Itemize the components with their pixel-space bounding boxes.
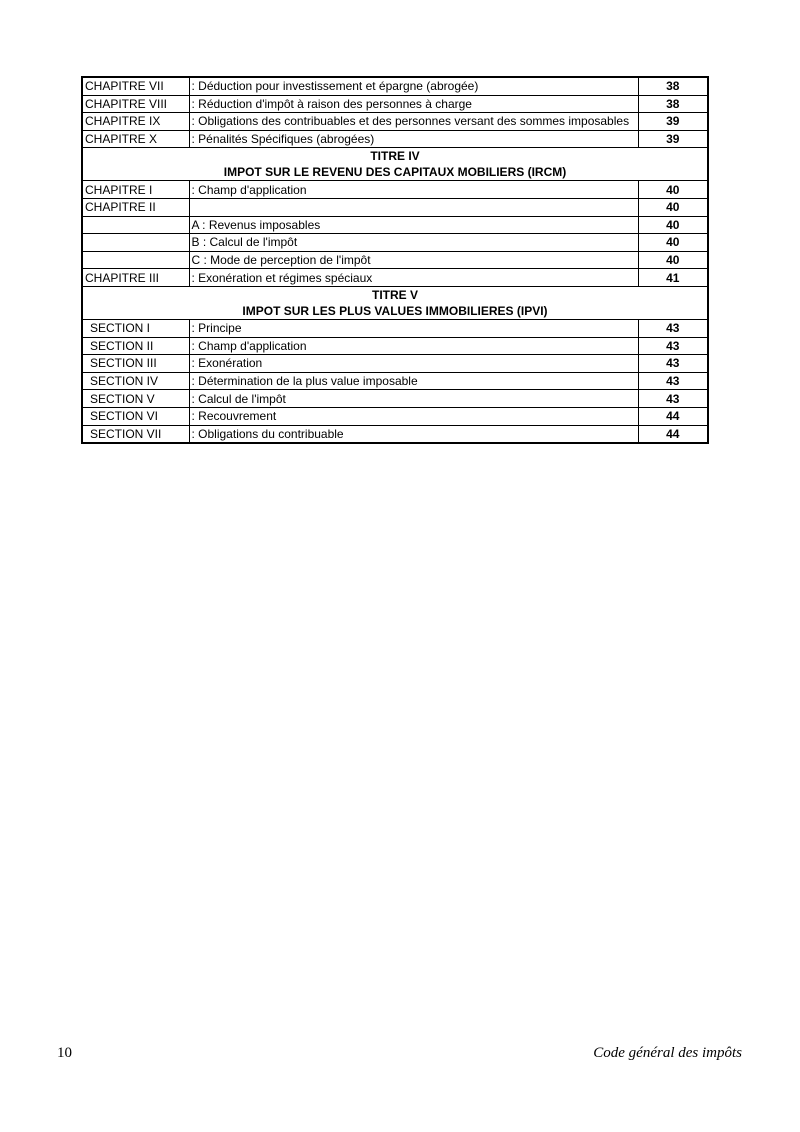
- toc-description: : Exonération: [189, 355, 638, 373]
- toc-row: [82, 234, 708, 252]
- toc-title-row: [82, 286, 708, 319]
- toc-page-number: 40: [638, 251, 708, 269]
- toc-description: : Principe: [189, 319, 638, 337]
- toc-row: [82, 77, 708, 95]
- toc-label: CHAPITRE IX: [82, 113, 189, 131]
- toc-label: SECTION II: [82, 337, 189, 355]
- toc-page-number: 44: [638, 407, 708, 425]
- toc-label: SECTION VII: [82, 425, 189, 443]
- toc-label: SECTION IV: [82, 372, 189, 390]
- toc-row: [82, 390, 708, 408]
- toc-page-number: 40: [638, 198, 708, 216]
- toc-page-number: 43: [638, 390, 708, 408]
- toc-row: [82, 355, 708, 373]
- toc-description: : Calcul de l'impôt: [189, 390, 638, 408]
- toc-page-number: 43: [638, 355, 708, 373]
- toc-label: CHAPITRE III: [82, 269, 189, 287]
- toc-label: CHAPITRE VII: [82, 77, 189, 95]
- toc-description: : Obligations des contribuables et des personnes versant des sommes imposables: [189, 113, 638, 131]
- titre-iv-title: TITRE IV: [370, 149, 420, 164]
- toc-page-number: 39: [638, 113, 708, 131]
- toc-page-number: 38: [638, 77, 708, 95]
- toc-description: [189, 198, 638, 216]
- toc-description: : Champ d'application: [189, 181, 638, 199]
- toc-description: : Obligations du contribuable: [189, 425, 638, 443]
- toc-label: SECTION VI: [82, 407, 189, 425]
- toc-label: SECTION I: [82, 319, 189, 337]
- titre-v-heading: [82, 286, 708, 319]
- toc-row: [82, 337, 708, 355]
- toc-label: CHAPITRE II: [82, 198, 189, 216]
- toc-page-number: 43: [638, 319, 708, 337]
- toc-row: [82, 95, 708, 113]
- toc-description: : Recouvrement: [189, 407, 638, 425]
- toc-label: [82, 216, 189, 234]
- toc-page-number: 39: [638, 130, 708, 148]
- toc-label: CHAPITRE VIII: [82, 95, 189, 113]
- toc-description: : Exonération et régimes spéciaux: [189, 269, 638, 287]
- toc-description: : Champ d'application: [189, 337, 638, 355]
- toc-row: [82, 181, 708, 199]
- table-of-contents: [81, 76, 709, 444]
- footer-page-number: 10: [57, 1045, 72, 1061]
- titre-iv-heading: [82, 148, 708, 181]
- toc-label: CHAPITRE X: [82, 130, 189, 148]
- toc-label: SECTION V: [82, 390, 189, 408]
- toc-label: [82, 234, 189, 252]
- toc-row: [82, 198, 708, 216]
- titre-v-subtitle: IMPOT SUR LES PLUS VALUES IMMOBILIERES (IPVI): [242, 303, 548, 318]
- toc-page-number: 43: [638, 372, 708, 390]
- toc-page-number: 40: [638, 234, 708, 252]
- toc-description: : Pénalités Spécifiques (abrogées): [189, 130, 638, 148]
- toc-description: B : Calcul de l'impôt: [189, 234, 638, 252]
- toc-page-number: 43: [638, 337, 708, 355]
- toc-label: CHAPITRE I: [82, 181, 189, 199]
- toc-row: [82, 113, 708, 131]
- toc-page-number: 44: [638, 425, 708, 443]
- toc-description: C : Mode de perception de l'impôt: [189, 251, 638, 269]
- toc-row: [82, 269, 708, 287]
- toc-page-number: 38: [638, 95, 708, 113]
- toc-row: [82, 130, 708, 148]
- toc-label: [82, 251, 189, 269]
- toc-description: : Déduction pour investissement et épargne (abrogée): [189, 77, 638, 95]
- toc-description: : Réduction d'impôt à raison des personnes à charge: [189, 95, 638, 113]
- toc-description: A : Revenus imposables: [189, 216, 638, 234]
- toc-label: SECTION III: [82, 355, 189, 373]
- toc-row: [82, 319, 708, 337]
- toc-row: [82, 251, 708, 269]
- toc-page-number: 41: [638, 269, 708, 287]
- toc-page-number: 40: [638, 181, 708, 199]
- toc-page-number: 40: [638, 216, 708, 234]
- toc-row: [82, 407, 708, 425]
- toc-title-row: [82, 148, 708, 181]
- titre-iv-subtitle: IMPOT SUR LE REVENU DES CAPITAUX MOBILIERS (IRCM): [223, 165, 567, 180]
- toc-row: [82, 216, 708, 234]
- toc-row: [82, 425, 708, 443]
- titre-v-title: TITRE V: [371, 287, 418, 302]
- toc-description: : Détermination de la plus value imposable: [189, 372, 638, 390]
- toc-row: [82, 372, 708, 390]
- footer-document-title: Code général des impôts: [593, 1045, 742, 1061]
